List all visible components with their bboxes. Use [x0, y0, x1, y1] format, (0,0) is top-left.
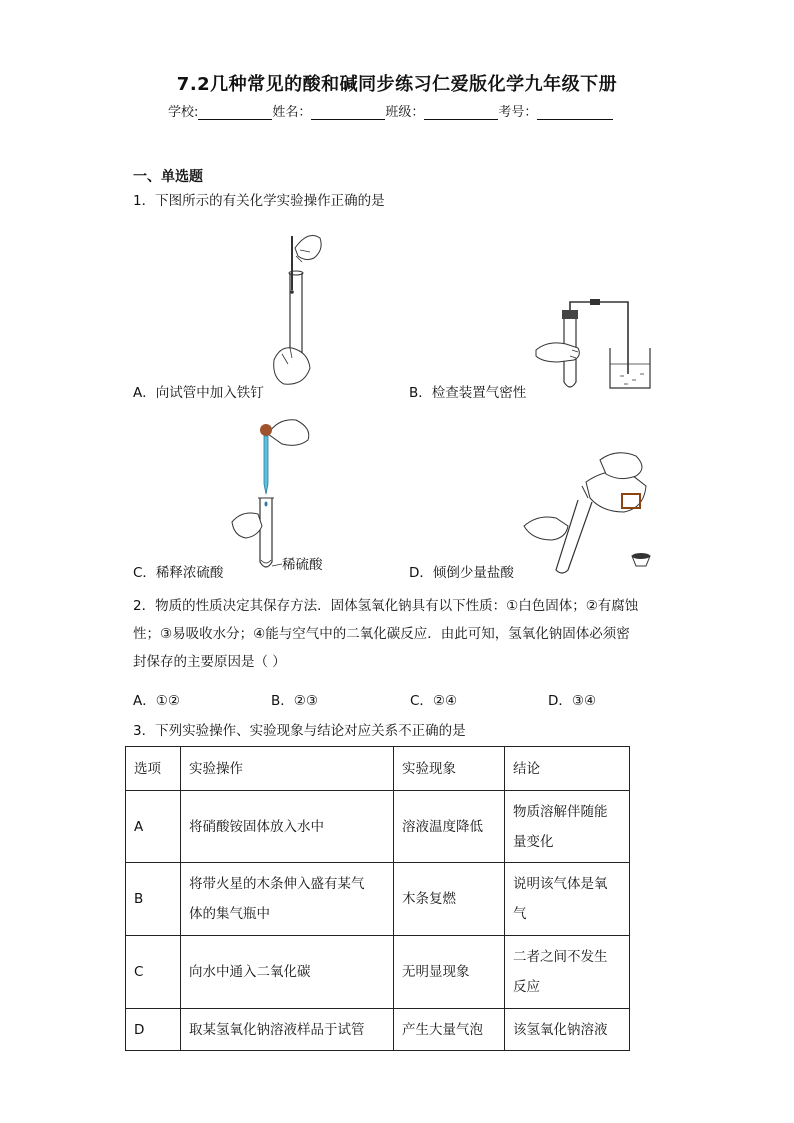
operation-cell	[181, 1009, 394, 1051]
question-1-stem: 1．下图所示的有关化学实验操作正确的是	[133, 193, 385, 209]
operation-line: 体的集气瓶中	[189, 906, 270, 922]
conclusion-line: 说明该气体是氧	[513, 876, 608, 892]
q2-option-b[interactable]: B．②③	[271, 693, 318, 709]
question-3-stem: 3．下列实验操作、实验现象与结论对应关系不正确的是	[133, 723, 466, 739]
table-row	[126, 863, 630, 936]
phenomenon-cell: 溶液温度降低	[394, 791, 505, 863]
conclusion-cell	[505, 1009, 630, 1051]
class-blank[interactable]	[424, 105, 498, 120]
option-cell: C	[126, 936, 181, 1009]
conclusion-line: 物质溶解伴随能	[513, 803, 608, 820]
phenomenon-cell: 产生大量气泡	[394, 1009, 505, 1051]
q2-option-c[interactable]: C．②④	[410, 693, 458, 709]
operation-cell	[181, 863, 394, 936]
name-blank[interactable]	[311, 105, 385, 120]
q1-option-c[interactable]: C．稀释浓硫酸	[133, 565, 224, 581]
phenomenon-cell: 无明显现象	[394, 936, 505, 1009]
figure-c-label: 稀硫酸	[282, 557, 323, 573]
conclusion-line: 二者之间不发生	[513, 949, 608, 965]
operation-line: 将硝酸铵固体放入水中	[189, 818, 324, 835]
operation-line: 将带火星的木条伸入盛有某气	[189, 876, 365, 892]
table-header-cell: 选项	[126, 747, 181, 791]
q2-line-3: 封保存的主要原因是（ ）	[133, 654, 286, 670]
operation-cell	[181, 791, 394, 863]
conclusion-line: 该氢氧化钠溶液	[513, 1021, 608, 1038]
school-label: 学校:	[168, 105, 199, 120]
table-row	[126, 791, 630, 863]
table-header-row	[126, 747, 630, 791]
conclusion-line: 量变化	[513, 833, 554, 850]
table-row	[126, 936, 630, 1009]
section-heading: 一、单选题	[133, 169, 203, 185]
q2-option-d[interactable]: D．③④	[548, 693, 597, 709]
conclusion-line: 反应	[513, 979, 540, 995]
operation-line: 取某氢氧化钠溶液样品于试管	[189, 1021, 365, 1038]
q1-option-a[interactable]: A．向试管中加入铁钉	[133, 385, 264, 401]
q1-option-d[interactable]: D．倾倒少量盐酸	[409, 565, 514, 581]
table-header-cell: 实验现象	[394, 747, 505, 791]
operation-line: 向水中通入二氧化碳	[189, 964, 311, 980]
q2-line-1: 2．物质的性质决定其保存方法．固体氢氧化钠具有以下性质：①白色固体；②有腐蚀	[133, 598, 639, 614]
option-cell: D	[126, 1009, 181, 1051]
exam-no-label: 考号：	[498, 105, 538, 120]
figure-c-illustration	[228, 414, 338, 572]
conclusion-cell	[505, 936, 630, 1009]
school-blank[interactable]	[198, 105, 272, 120]
student-info-line	[168, 101, 613, 120]
conclusion-cell	[505, 863, 630, 936]
q2-line-2: 性；③易吸收水分；④能与空气中的二氧化碳反应．由此可知，氢氧化钠固体必须密	[133, 626, 630, 642]
table-row	[126, 1009, 630, 1051]
table-header-cell: 结论	[505, 747, 630, 791]
phenomenon-cell: 木条复燃	[394, 863, 505, 936]
operation-cell	[181, 936, 394, 1009]
figure-d-illustration	[516, 442, 666, 572]
q2-option-a[interactable]: A．①②	[133, 693, 180, 709]
exam-no-blank[interactable]	[537, 105, 613, 120]
option-cell: A	[126, 791, 181, 863]
conclusion-cell	[505, 791, 630, 863]
name-label: 姓名：	[272, 105, 312, 120]
class-label: 班级：	[385, 105, 425, 120]
table-header-cell: 实验操作	[181, 747, 394, 791]
page-title: 7.2几种常见的酸和碱同步练习仁爱版化学九年级下册	[176, 74, 618, 95]
q3-table	[125, 746, 630, 1051]
question-2-stem	[133, 592, 663, 676]
q1-option-b[interactable]: B．检查装置气密性	[409, 385, 527, 401]
option-cell: B	[126, 863, 181, 936]
figure-b-illustration	[528, 296, 658, 394]
figure-a-illustration	[262, 228, 332, 388]
conclusion-line: 气	[513, 906, 527, 922]
